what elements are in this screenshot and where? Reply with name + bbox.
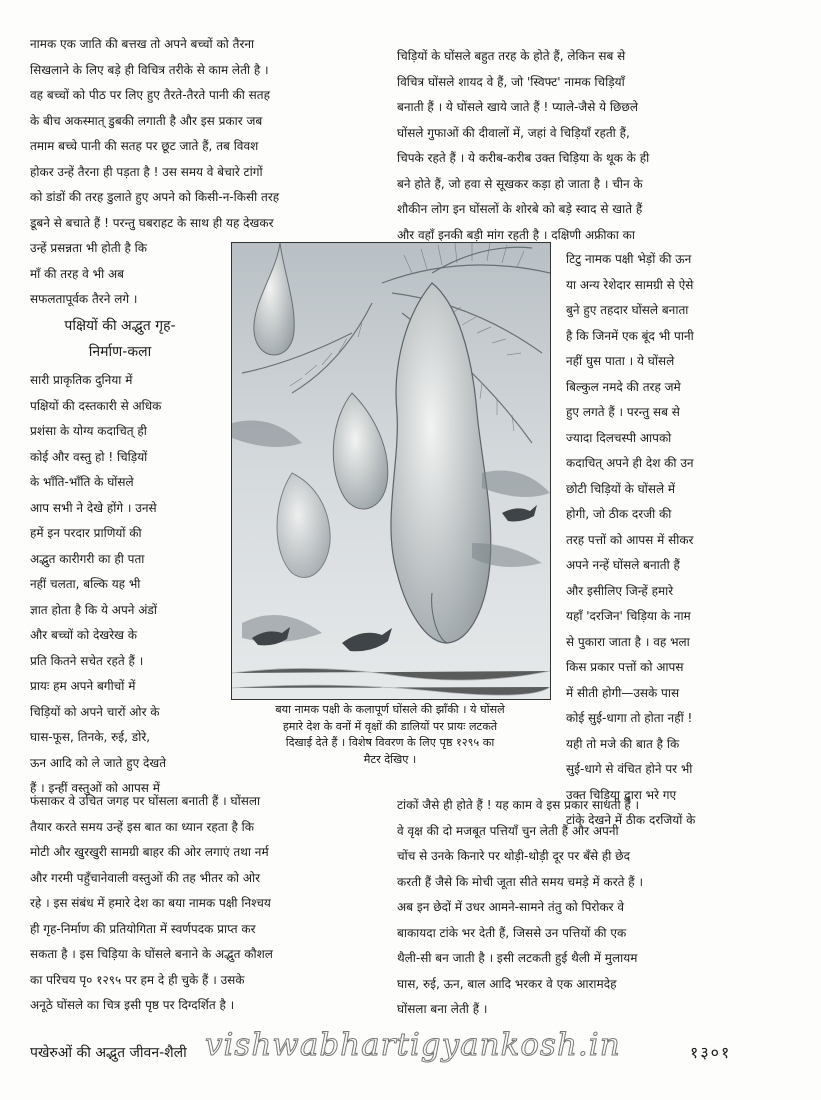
caption-line: मैटर देखिए ।: [363, 752, 417, 766]
text-line: ज्ञात होता है कि ये अपने अंडों: [30, 602, 157, 617]
text-line: चोंच से उनके किनारे पर थोड़ी-थोड़ी दूर पर बँसे ही छेद: [397, 849, 630, 863]
text-line: में सीती होगी—उसके पास: [566, 685, 680, 700]
text-line: छोटी चिड़ियों के घोंसले में: [566, 481, 676, 496]
text-line: सफलतापूर्वक तैरने लगे ।: [30, 292, 138, 306]
text-line: मोटी और खुरखुरी सामग्री बाहर की ओर लगाएं तथा नर्म: [30, 845, 269, 859]
text-line: प्रति कितने सचेत रहते हैं ।: [30, 653, 144, 668]
text-line: घोंसले गुफाओं की दीवालों में, जहां वे चिड़ियाँ रहती हैं,: [397, 125, 630, 140]
text-line: वह बच्चों को पीठ पर लिए हुए तैरते-तैरते पानी की सतह: [30, 88, 270, 102]
text-line: घोंसला बना लेती हैं ।: [397, 1002, 488, 1016]
text-line: टिटु नामक पक्षी भेड़ों की ऊन: [566, 252, 692, 266]
text-line: कोई सुई-धागा तो होता नहीं !: [566, 711, 693, 725]
text-line: बने होते हैं, जो हवा से सूखकर कड़ा हो जाता है । चीन के: [397, 176, 643, 191]
text-line: अपने नन्हें घोंसले बनाती हैं: [566, 558, 680, 572]
caption-line: दिखाई देते हैं । विशेष विवरण के लिए पृष्ठ १२९५ का: [285, 736, 495, 749]
text-line: टांके देखने में ठीक दरजियों के: [566, 813, 696, 827]
left-column-narrow: [30, 368, 216, 802]
text-line: कदाचित् अपने ही देश की उन: [566, 456, 694, 470]
text-line: ही गृह-निर्माण की प्रतियोगिता में स्वर्णपदक प्राप्त कर: [30, 921, 256, 936]
text-line: प्रायः हम अपने बगीचों में: [30, 679, 136, 693]
section-heading: [22, 313, 218, 365]
text-line: का परिचय पृ० १२९५ पर हम दे ही चुके हैं । उसके: [30, 972, 245, 987]
text-line: बुने हुए तहदार घोंसले बनाता: [566, 303, 689, 317]
text-line: किस प्रकार पत्तों को आपस: [566, 660, 684, 674]
text-line: हमें इन परदार प्राणियों की: [30, 526, 142, 540]
caption-line: बया नामक पक्षी के कलापूर्ण घोंसले की झाँकी । ये घोंसले: [275, 703, 505, 716]
text-line: और बच्चों को देखरेख के: [30, 628, 137, 642]
text-line: हुए लगते हैं । परन्तु सब से: [566, 405, 680, 419]
text-line: ऊन आदि को ले जाते हुए देखते: [30, 755, 167, 770]
text-line: को डांडों की तरह डुलाते हुए अपने को किसी-न-किसी तरह: [30, 190, 280, 204]
text-line: सिखलाने के लिए बड़े ही विचित्र तरीके से काम लेती है ।: [30, 62, 269, 77]
text-line: यहाँ 'दरजिन' चिड़िया के नाम: [566, 609, 691, 623]
text-line: के भाँति-भाँति के घोंसले: [30, 475, 134, 489]
text-line: उक्त चिड़िया द्वारा भरे गए: [566, 787, 677, 802]
text-line: पक्षियों की दस्तकारी से अधिक: [30, 398, 162, 413]
text-line: अद्भुत कारीगरी का ही पता: [30, 551, 145, 566]
text-line: घास, रुई, ऊन, बाल आदि भरकर वे एक आरामदेह: [397, 976, 617, 991]
text-line: नामक एक जाति की बत्तख तो अपने बच्चों को तैरना: [30, 37, 255, 51]
weaver-bird-nest-illustration: [231, 242, 551, 700]
text-line: डूबने से बचाते हैं ! परन्तु घबराहट के साथ ही यह देखकर: [30, 215, 274, 230]
right-column-top: [397, 44, 794, 248]
text-line: ज्यादा दिलचस्पी आपको: [566, 430, 672, 445]
text-line: सकता है । इस चिड़िया के घोंसले बनाने के अद्भुत कौशल: [30, 947, 273, 961]
heading-line: निर्माण-कला: [88, 344, 152, 360]
text-line: यही तो मजे की बात है कि: [566, 736, 680, 751]
text-line: आप सभी ने देखे होंगे । उनसे: [30, 500, 157, 515]
left-column-bottom: [30, 789, 378, 1019]
text-line: उन्हें प्रसन्नता भी होती है कि: [30, 241, 148, 255]
text-line: चिपके रहते हैं । ये करीब-करीब उक्त चिड़िया के थूक के ही: [397, 151, 650, 165]
footer-title: पखेरुओं की अद्भुत जीवन-शैली: [30, 1045, 187, 1061]
text-line: नहीं चलता, बल्कि यह भी: [30, 577, 141, 591]
text-line: तमाम बच्चे पानी की सतह पर छूट जाते हैं, तब विवश: [30, 139, 259, 153]
text-line: तैयार करते समय उन्हें इस बात का ध्यान रहता है कि: [30, 819, 255, 834]
text-line: और गरमी पहुँचानेवाली वस्तुओं की तह भीतर को ओर: [30, 870, 261, 885]
text-line: सुई-धागे से वंचित होने पर भी: [566, 762, 693, 776]
heading-line: पक्षियों की अद्भुत गृह-: [64, 318, 176, 334]
text-line: तरह पत्तों को आपस में सीकर: [566, 532, 694, 547]
text-line: और वहाँ इनकी बड़ी मांग रहती है । दक्षिणी अफ्रीका का: [397, 227, 635, 242]
text-line: से पुकारा जाता है । वह भला: [566, 634, 690, 649]
caption-line: हमारे देश के वनों में वृक्षों की डालियों पर प्रायः लटकते: [282, 719, 498, 733]
page-number: १३०१: [690, 1043, 732, 1062]
text-line: वे वृक्ष की दो मजबूत पत्तियाँ चुन लेती हैं और अपनी: [397, 823, 619, 838]
figure-caption: [228, 702, 552, 768]
text-line: होगी, जो ठीक दरजी की: [566, 507, 672, 521]
text-line: अनूठे घोंसले का चित्र इसी पृष्ठ पर दिग्दर्शित है ।: [30, 998, 235, 1012]
right-column-narrow: [566, 247, 792, 834]
text-line: है कि जिनमें एक बूंद भी पानी: [566, 328, 694, 343]
text-line: विचित्र घोंसले शायद वे हैं, जो 'स्विफ्ट' नामक चिड़ियाँ: [397, 74, 625, 89]
text-line: और इसीलिए जिन्हें हमारे: [566, 583, 674, 598]
text-line: अब इन छेदों में उधर आमने-सामने तंतु को पिरोकर वे: [397, 900, 625, 914]
text-line: चिड़ियों को अपने चारों ओर के: [30, 704, 160, 719]
illustration-drawing: [232, 243, 550, 699]
text-line: बिल्कुल नमदे की तरह जमे: [566, 379, 681, 394]
text-line: बाकायदा टांके भर देती हैं, जिससे उन पत्तियों की एक: [397, 925, 627, 940]
watermark: vishwabhartigyankosh.in: [205, 1027, 621, 1063]
text-line: सारी प्राकृतिक दुनिया में: [30, 373, 133, 387]
text-line: शौकीन लोग इन घोंसलों के शोरबे को बड़े स्वाद से खाते हैं: [397, 202, 643, 216]
text-line: रहे । इस संबंध में हमारे देश का बया नामक पक्षी निश्चय: [30, 896, 271, 910]
text-line: करती हैं जैसे कि मोची जूता सीते समय चमड़े में करते हैं ।: [397, 874, 644, 889]
text-line: टांकों जैसे ही होते हैं ! यह काम वे इस प्रकार साधती हैं ।: [397, 798, 640, 812]
text-line: थैली-सी बन जाती है । इसी लटकती हुई थैली में मुलायम: [397, 951, 638, 965]
text-line: नहीं घुस पाता । ये घोंसले: [566, 354, 675, 368]
text-line: होकर उन्हें तैरना ही पड़ता है ! उस समय वे बेचारे टांगों: [30, 164, 263, 179]
text-line: के बीच अकस्मात् डुबकी लगाती है और इस प्रकार जब: [30, 113, 263, 128]
text-line: फंसाकर वे उचित जगह पर घोंसला बनाती हैं । घोंसला: [30, 794, 261, 808]
text-line: या अन्य रेशेदार सामग्री से ऐसे: [566, 277, 694, 292]
text-line: प्रशंसा के योग्य कदाचित् ही: [30, 424, 147, 438]
right-column-bottom: [397, 793, 794, 1023]
text-line: चिड़ियों के घोंसले बहुत तरह के होते हैं, लेकिन सब से: [397, 49, 626, 63]
text-line: माँ की तरह वे भी अब: [30, 266, 125, 281]
text-line: बनाती हैं । ये घोंसले खाये जाते हैं ! प्याले-जैसे ये छिछले: [397, 100, 638, 114]
text-line: कोई और वस्तु हो ! चिड़ियों: [30, 449, 148, 464]
text-line: हैं । इन्हीं वस्तुओं को आपस में: [30, 781, 160, 795]
text-line: घास-फूस, तिनके, रुई, डोरे,: [30, 730, 151, 744]
